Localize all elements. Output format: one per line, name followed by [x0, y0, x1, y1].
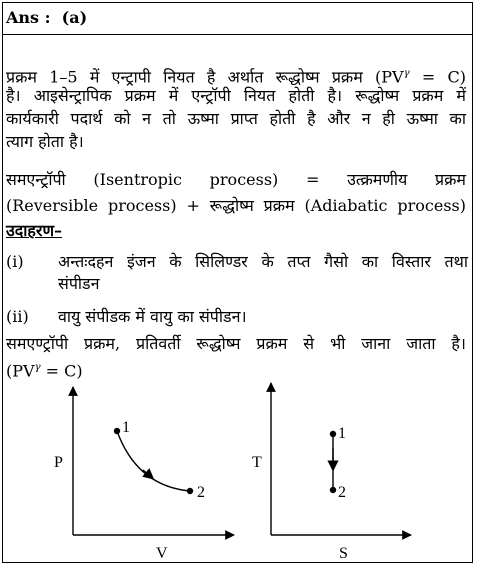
- paragraph1-line2: है। आइसेन्ट्रापिक प्रक्रम में एन्ट्रॉपी नियत होती है। रूद्धोष्म प्रक्रम में: [6, 86, 466, 105]
- pv-point-2-label: 2: [197, 484, 205, 501]
- pv-point-1-label: 1: [122, 419, 130, 436]
- paragraph1-line3: कार्यकारी पदार्थ को न तो ऊष्मा प्राप्त होती है और न ही ऊष्मा का: [6, 109, 466, 128]
- example-2-text: वायु संपीडक में वायु का संपीडन।: [58, 307, 247, 326]
- paragraph1-line4: त्याग होता है।: [6, 132, 84, 151]
- ts-point-1: [330, 431, 336, 437]
- answer-option: (a): [61, 8, 88, 27]
- ts-point-2: [330, 487, 336, 493]
- answer-label: Ans :: [6, 8, 51, 27]
- example-1-text-cont: संपीडन: [58, 274, 100, 293]
- example-1-label: (i): [6, 252, 24, 271]
- pv-x-label: V: [156, 545, 168, 562]
- ts-y-label: T: [252, 454, 262, 471]
- definition-line1: समएन्ट्रॉपी (Isentropic process) = उत्क्रमणीय प्रक्रम: [6, 170, 466, 189]
- pv-y-label: P: [54, 454, 63, 471]
- ts-graph: [252, 383, 411, 562]
- pv-adiabatic-curve: [117, 431, 190, 491]
- closing-line2: $(PV^\gamma = C)$: [6, 361, 83, 381]
- pv-point-1: [114, 428, 120, 434]
- ts-point-1-label: 1: [338, 425, 346, 442]
- definition-line2: (Reversible process) + रूद्धोष्म प्रक्रम (Adiabatic process): [6, 196, 466, 215]
- ts-point-2-label: 2: [338, 484, 346, 501]
- example-1-text: अन्तःदहन इंजन के सिलिण्डर के तप्त गैसो का विस्तार तथा: [58, 252, 468, 271]
- pv-graph: [54, 387, 234, 562]
- examples-heading: उदाहरण–: [6, 221, 63, 240]
- closing-line1: समएण्ट्रॉपी प्रक्रम, प्रतिवर्ती रूद्धोष्म प्रक्रम से भी जाना जाता है।: [6, 334, 466, 353]
- paragraph1-line1: प्रक्रम 1–5 में एन्ट्रापी नियत है अर्थात रूद्धोष्म प्रक्रम $(PV^\gamma = C)$: [6, 67, 466, 87]
- ts-x-label: S: [339, 545, 348, 562]
- pv-point-2: [187, 488, 193, 494]
- example-2-label: (ii): [6, 307, 29, 326]
